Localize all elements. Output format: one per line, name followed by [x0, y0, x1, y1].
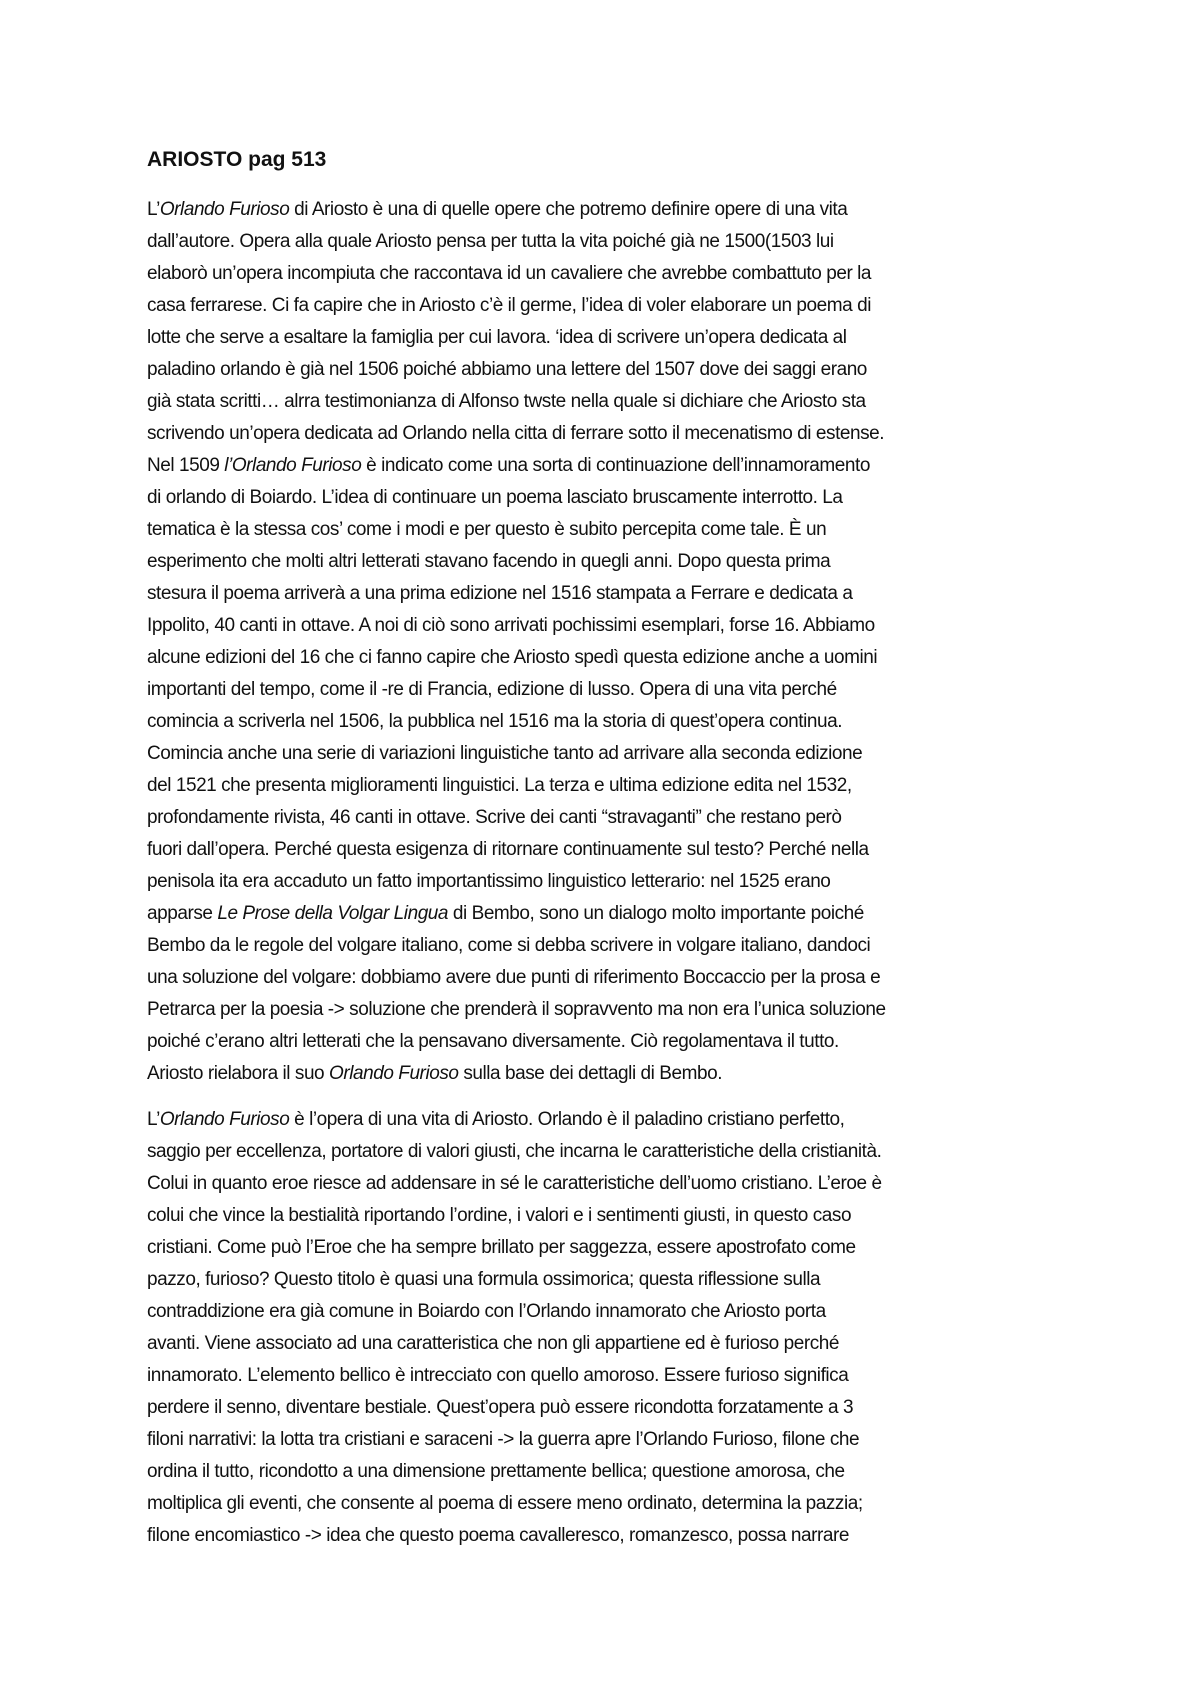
- text-run: contraddizione era già comune in Boiardo con l’Orlando innamorato che Ariosto porta: [147, 1301, 826, 1322]
- text-run: L’: [147, 199, 160, 220]
- text-line: [147, 354, 1067, 386]
- text-run: apparse: [147, 903, 218, 924]
- text-run: saggio per eccellenza, portatore di valori giusti, che incarna le caratteristiche della cristianità.: [147, 1141, 882, 1162]
- text-run: innamorato. L’elemento bellico è intrecciato con quello amoroso. Essere furioso significa: [147, 1365, 849, 1386]
- text-run: cristiani. Come può l’Eroe che ha sempre brillato per saggezza, essere apostrofato come: [147, 1237, 856, 1258]
- text-line: [147, 1232, 1067, 1264]
- text-run: Ippolito, 40 canti in ottave. A noi di ciò sono arrivati pochissimi esemplari, forse 16. Abbiamo: [147, 615, 875, 636]
- text-run: elaborò un’opera incompiuta che raccontava id un cavaliere che avrebbe combattuto per la: [147, 263, 872, 284]
- text-run: moltiplica gli eventi, che consente al poema di essere meno ordinato, determina la pazzia;: [147, 1493, 863, 1514]
- text-line: [147, 1392, 1067, 1424]
- text-run: di Ariosto è una di quelle opere che potremo definire opere di una vita: [289, 199, 848, 220]
- text-run: filoni narrativi: la lotta tra cristiani e saraceni -> la guerra apre l’Orlando Furioso, filone che: [147, 1429, 860, 1450]
- text-run: ordina il tutto, ricondotto a una dimensione prettamente bellica; questione amorosa, che: [147, 1461, 845, 1482]
- text-run: Nel 1509: [147, 455, 225, 476]
- text-run: esperimento che molti altri letterati stavano facendo in quegli anni. Dopo questa prima: [147, 551, 831, 572]
- text-line: [147, 610, 1067, 642]
- text-run: profondamente rivista, 46 canti in ottave. Scrive dei canti “stravaganti” che restano però: [147, 807, 842, 828]
- text-run: tematica è la stessa cos’ come i modi e per questo è subito percepita come tale. È un: [147, 519, 827, 540]
- text-run: sulla base dei dettagli di Bembo.: [458, 1063, 723, 1084]
- text-line: [147, 1488, 1067, 1520]
- text-line: [147, 1200, 1067, 1232]
- text-run: alcune edizioni del 16 che ci fanno capire che Ariosto spedì questa edizione anche a uomini: [147, 647, 878, 668]
- text-line: [147, 706, 1067, 738]
- text-run: scrivendo un’opera dedicata ad Orlando nella citta di ferrare sotto il mecenatismo di estense.: [147, 423, 885, 444]
- text-line: [147, 834, 1067, 866]
- text-run: Bembo da le regole del volgare italiano, come si debba scrivere in volgare italiano, dandoci: [147, 935, 871, 956]
- text-line: [147, 738, 1067, 770]
- italic-text-run: Le Prose della Volgar Lingua: [217, 903, 449, 924]
- document-body: [147, 146, 1067, 1566]
- text-run: di orlando di Boiardo. L’idea di continuare un poema lasciato bruscamente interrotto. La: [147, 487, 843, 508]
- text-line: [147, 1264, 1067, 1296]
- text-line: [147, 418, 1067, 450]
- text-run: lotte che serve a esaltare la famiglia per cui lavora. ‘idea di scrivere un’opera dedicata al: [147, 327, 847, 348]
- italic-text-run: Orlando Furioso: [159, 199, 290, 220]
- text-line: [147, 994, 1067, 1026]
- text-line: [147, 1168, 1067, 1200]
- text-line: [147, 642, 1067, 674]
- text-run: colui che vince la bestialità riportando l’ordine, i valori e i sentimenti giusti, in questo caso: [147, 1205, 852, 1226]
- text-line: [147, 546, 1067, 578]
- italic-text-run: Orlando Furioso: [159, 1109, 290, 1130]
- text-run: L’: [147, 1109, 160, 1130]
- text-line: [147, 866, 1067, 898]
- italic-text-run: Orlando Furioso: [329, 1063, 459, 1084]
- text-run: dall’autore. Opera alla quale Ariosto pensa per tutta la vita poiché già ne 1500(1503 lui: [147, 231, 834, 252]
- text-line: [147, 1424, 1067, 1456]
- text-run: fuori dall’opera. Perché questa esigenza di ritornare continuamente sul testo? Perché nella: [147, 839, 869, 860]
- text-run: penisola ita era accaduto un fatto importantissimo linguistico letterario: nel 1525 erano: [147, 871, 831, 892]
- text-run: già stata scritti… alrra testimonianza di Alfonso twste nella quale si dichiare che Ariosto sta: [147, 391, 866, 412]
- text-run: perdere il senno, diventare bestiale. Quest’opera può essere ricondotta forzatamente a 3: [147, 1397, 854, 1418]
- text-run: filone encomiastico -> idea che questo poema cavalleresco, romanzesco, possa narrare: [147, 1525, 850, 1546]
- text-line: [147, 1360, 1067, 1392]
- text-run: poiché c’erano altri letterati che la pensavano diversamente. Ciò regolamentava il tutto.: [147, 1031, 839, 1052]
- text-line: [147, 802, 1067, 834]
- text-line: [147, 514, 1067, 546]
- text-line: [147, 962, 1067, 994]
- text-line: [147, 386, 1067, 418]
- text-run: è indicato come una sorta di continuazione dell’innamoramento: [361, 455, 870, 476]
- text-line: [147, 290, 1067, 322]
- text-run: casa ferrarese. Ci fa capire che in Ariosto c’è il germe, l’idea di voler elaborare un poema di: [147, 295, 871, 316]
- text-line: [147, 1026, 1067, 1058]
- text-line: [147, 322, 1067, 354]
- text-run: del 1521 che presenta miglioramenti linguistici. La terza e ultima edizione edita nel 1532,: [147, 775, 852, 796]
- text-line: [147, 1296, 1067, 1328]
- text-line: [147, 258, 1067, 290]
- text-run: è l’opera di una vita di Ariosto. Orlando è il paladino cristiano perfetto,: [289, 1109, 845, 1130]
- text-run: Ariosto rielabora il suo: [147, 1063, 330, 1084]
- text-line: [147, 226, 1067, 258]
- text-run: una soluzione del volgare: dobbiamo avere due punti di riferimento Boccaccio per la prosa e: [147, 967, 881, 988]
- text-line: [147, 1456, 1067, 1488]
- text-run: importanti del tempo, come il -re di Francia, edizione di lusso. Opera di una vita perché: [147, 679, 837, 700]
- text-run: pazzo, furioso? Questo titolo è quasi una formula ossimorica; questa riflessione sulla: [147, 1269, 821, 1290]
- text-run: Comincia anche una serie di variazioni linguistiche tanto ad arrivare alla seconda edizione: [147, 743, 863, 764]
- text-line: [147, 1136, 1067, 1168]
- paragraph: [147, 1104, 1067, 1552]
- document-title: ARIOSTO pag 513: [147, 148, 327, 171]
- text-line: [147, 674, 1067, 706]
- text-run: Petrarca per la poesia -> soluzione che prenderà il sopravvento ma non era l’unica soluzione: [147, 999, 886, 1020]
- text-line: [147, 1328, 1067, 1360]
- text-line: [147, 930, 1067, 962]
- text-line: [147, 1104, 1067, 1136]
- text-run: avanti. Viene associato ad una caratteristica che non gli appartiene ed è furioso perché: [147, 1333, 840, 1354]
- text-run: Colui in quanto eroe riesce ad addensare in sé le caratteristiche dell’uomo cristiano. L’eroe è: [147, 1173, 882, 1194]
- italic-text-run: l’Orlando Furioso: [224, 455, 362, 476]
- text-line: [147, 194, 1067, 226]
- text-line: [147, 482, 1067, 514]
- paragraphs-container: [147, 194, 1067, 1552]
- text-line: [147, 770, 1067, 802]
- text-run: stesura il poema arriverà a una prima edizione nel 1516 stampata a Ferrare e dedicata a: [147, 583, 853, 604]
- text-line: [147, 898, 1067, 930]
- text-run: di Bembo, sono un dialogo molto importante poiché: [448, 903, 864, 924]
- text-line: [147, 1520, 1067, 1552]
- text-run: paladino orlando è già nel 1506 poiché abbiamo una lettere del 1507 dove dei saggi erano: [147, 359, 867, 380]
- text-run: comincia a scriverla nel 1506, la pubblica nel 1516 ma la storia di quest’opera continua.: [147, 711, 843, 732]
- text-line: [147, 578, 1067, 610]
- text-line: [147, 1058, 1067, 1090]
- paragraph: [147, 194, 1067, 1090]
- text-line: [147, 450, 1067, 482]
